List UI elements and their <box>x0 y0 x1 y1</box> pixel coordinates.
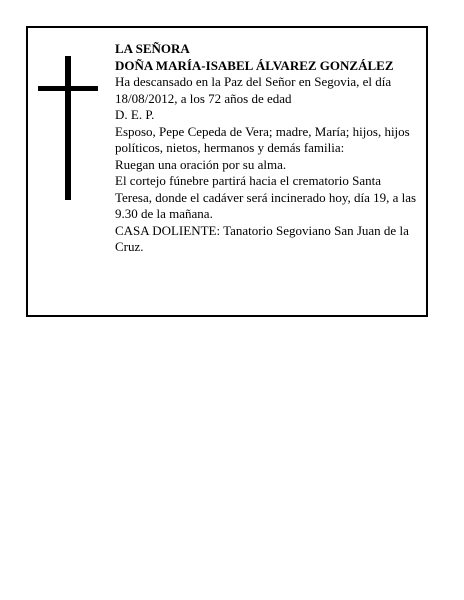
funeral-procession: El cortejo fúnebre partirá hacia el crematorio Santa Teresa, donde el cadáver será incinerado hoy, día 19, a las 9.30 de la mañana. <box>115 173 417 221</box>
cross-vertical-bar <box>65 56 71 200</box>
mourning-house: CASA DOLIENTE: Tanatorio Segoviano San Juan de la Cruz. <box>115 222 409 254</box>
deceased-name: DOÑA MARÍA-ISABEL ÁLVAREZ GONZÁLEZ <box>115 57 394 73</box>
rip-text: D. E. P. <box>115 107 155 122</box>
family-list: Esposo, Pepe Cepeda de Vera; madre, María; hijos, hijos políticos, nietos, hermanos y demás familia: <box>115 123 410 155</box>
cross-horizontal-bar <box>38 86 98 91</box>
cross-icon <box>38 56 98 200</box>
prayer-request: Ruegan una oración por su alma. <box>115 156 287 172</box>
obituary-text <box>115 41 420 256</box>
obituary-title: LA SEÑORA <box>115 41 190 56</box>
obituary-notice <box>26 26 428 317</box>
death-statement: Ha descansado en la Paz del Señor en Segovia, el día 18/08/2012, a los 72 años de edad <box>115 74 392 106</box>
